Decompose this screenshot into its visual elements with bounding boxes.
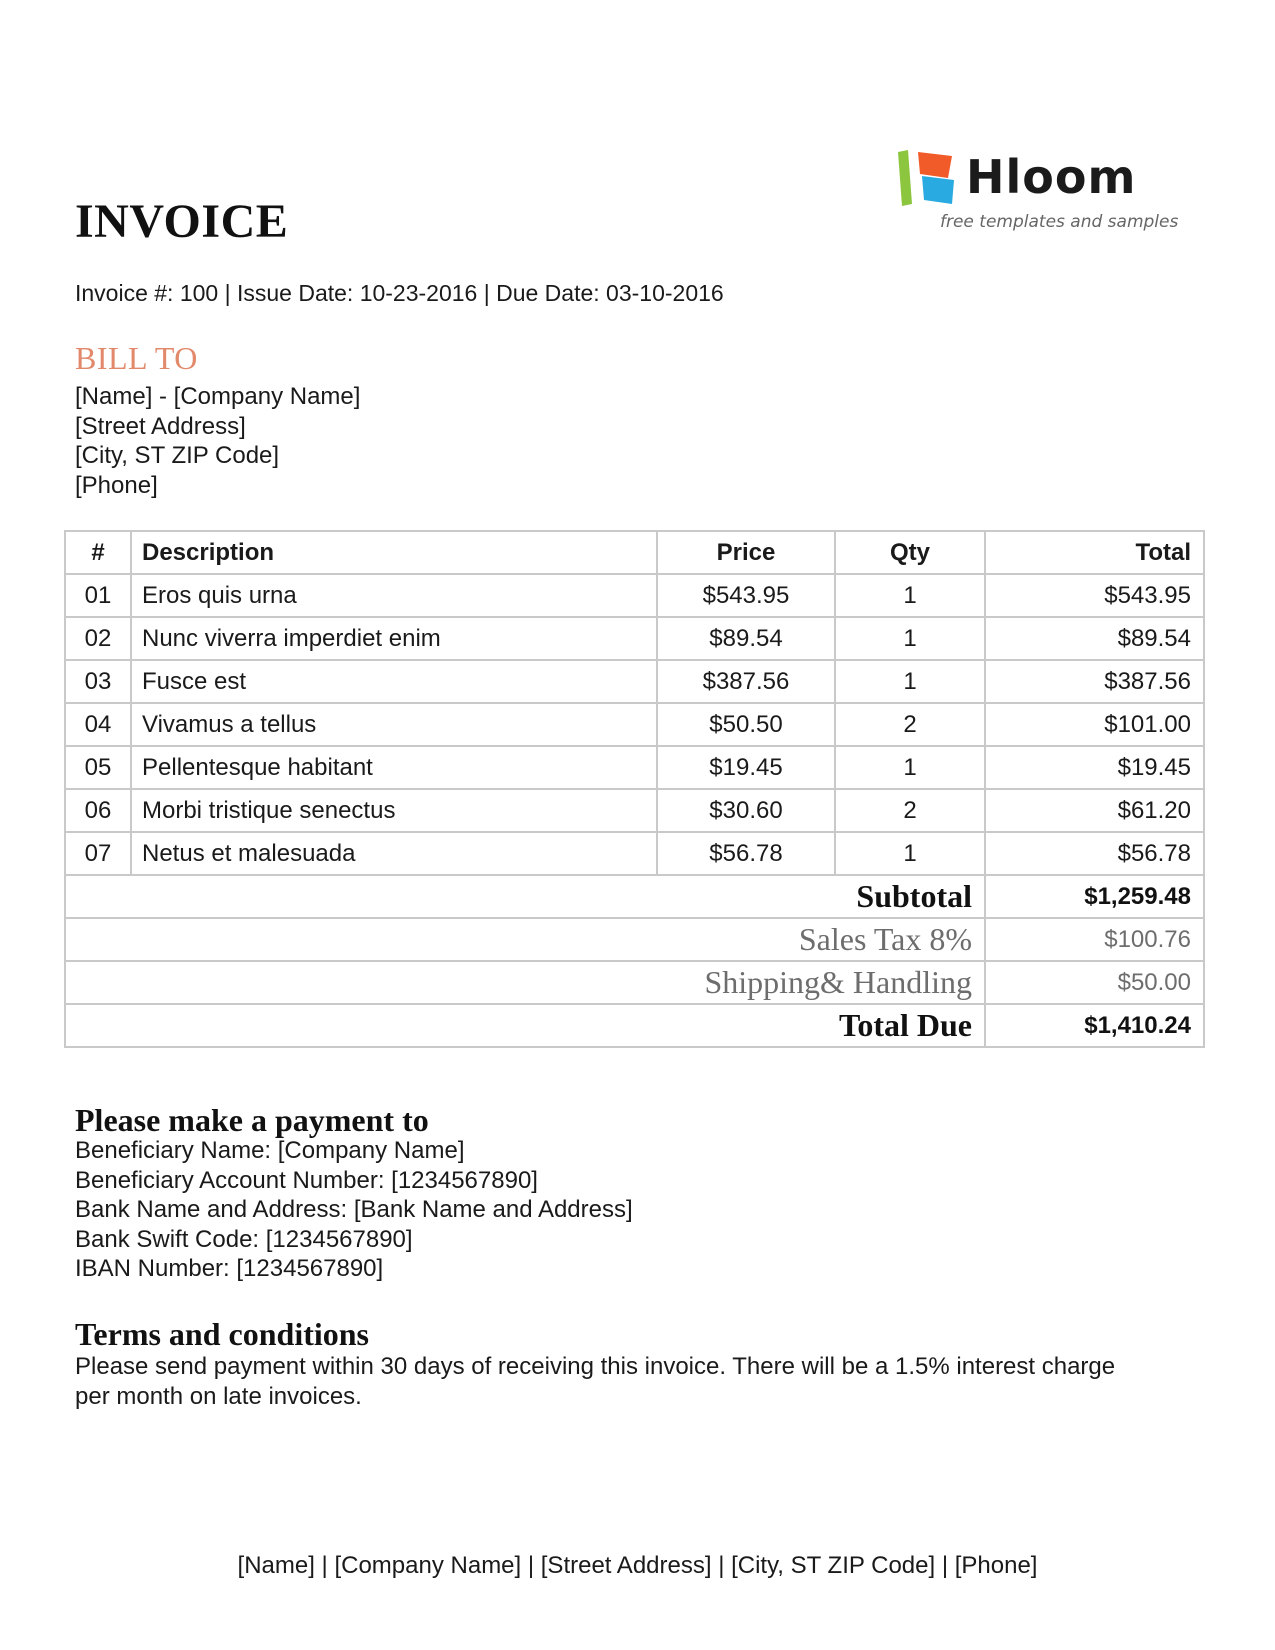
total-due-row [65,1004,1204,1047]
row-qty: 1 [835,832,985,875]
row-price: $19.45 [657,746,835,789]
shipping-label: Shipping& Handling [65,961,985,1004]
table-row [65,789,1204,832]
terms-heading: Terms and conditions [75,1316,369,1352]
subtotal-row [65,875,1204,918]
table-row [65,660,1204,703]
bank-swift-code: Bank Swift Code: [1234567890] [75,1225,413,1253]
row-total: $61.20 [985,789,1204,832]
row-qty: 1 [835,617,985,660]
row-num: 03 [65,660,131,703]
subtotal-label: Subtotal [65,875,985,918]
row-description: Fusce est [131,660,657,703]
header-total: Total [985,531,1204,574]
row-description: Netus et malesuada [131,832,657,875]
bill-to-address [75,382,360,500]
row-price: $387.56 [657,660,835,703]
row-total: $89.54 [985,617,1204,660]
row-num: 01 [65,574,131,617]
row-total: $101.00 [985,703,1204,746]
terms-text: Please send payment within 30 days of receiving this invoice. There will be a 1.5% interest charge per month on late invoices. [75,1353,1116,1410]
subtotal-value: $1,259.48 [985,875,1204,918]
shipping-row [65,961,1204,1004]
bill-to-street: [Street Address] [75,412,246,440]
bill-to-phone: [Phone] [75,471,158,499]
bill-to-city: [City, ST ZIP Code] [75,442,280,469]
bill-to-heading: BILL TO [75,340,198,376]
logo-wordmark: Hloom [966,150,1137,204]
table-row [65,617,1204,660]
hloom-logo-icon [896,150,962,210]
row-price: $30.60 [657,789,835,832]
row-num: 07 [65,832,131,875]
row-num: 04 [65,703,131,746]
row-num: 06 [65,789,131,832]
sales-tax-row [65,918,1204,961]
row-description: Morbi tristique senectus [131,789,657,832]
table-row [65,832,1204,875]
row-qty: 1 [835,574,985,617]
row-total: $543.95 [985,574,1204,617]
row-price: $56.78 [657,832,835,875]
beneficiary-name: Beneficiary Name: [Company Name] [75,1137,465,1164]
table-row [65,574,1204,617]
row-num: 02 [65,617,131,660]
row-price: $50.50 [657,703,835,746]
row-qty: 1 [835,746,985,789]
row-total: $387.56 [985,660,1204,703]
payment-details [75,1136,633,1284]
payment-heading: Please make a payment to [75,1102,429,1138]
bill-to-name: [Name] - [Company Name] [75,383,361,410]
row-price: $543.95 [657,574,835,617]
header-qty: Qty [835,531,985,574]
bank-name-address: Bank Name and Address: [Bank Name and Address] [75,1196,633,1223]
row-qty: 2 [835,789,985,832]
header-description: Description [131,531,657,574]
row-description: Pellentesque habitant [131,746,657,789]
iban-number: IBAN Number: [1234567890] [75,1255,384,1282]
row-price: $89.54 [657,617,835,660]
table-header-row [65,531,1204,574]
row-qty: 2 [835,703,985,746]
hloom-logo [896,146,1186,236]
row-description: Vivamus a tellus [131,703,657,746]
header-num: # [65,531,131,574]
total-due-label: Total Due [65,1004,985,1047]
invoice-title: INVOICE [75,195,289,248]
table-row [65,703,1204,746]
row-description: Eros quis urna [131,574,657,617]
row-qty: 1 [835,660,985,703]
footer-contact: [Name] | [Company Name] | [Street Address] | [City, ST ZIP Code] | [Phone] [237,1552,1038,1579]
table-row [65,746,1204,789]
row-description: Nunc viverra imperdiet enim [131,617,657,660]
beneficiary-account: Beneficiary Account Number: [1234567890] [75,1166,538,1194]
invoice-meta: Invoice #: 100 | Issue Date: 10-23-2016 | Due Date: 03-10-2016 [75,280,724,306]
sales-tax-label: Sales Tax 8% [65,918,985,961]
line-items-table [64,530,1205,1048]
logo-tagline: free templates and samples [940,212,1179,232]
sales-tax-value: $100.76 [985,918,1204,961]
header-price: Price [657,531,835,574]
row-num: 05 [65,746,131,789]
row-total: $19.45 [985,746,1204,789]
shipping-value: $50.00 [985,961,1204,1004]
row-total: $56.78 [985,832,1204,875]
total-due-value: $1,410.24 [985,1004,1204,1047]
